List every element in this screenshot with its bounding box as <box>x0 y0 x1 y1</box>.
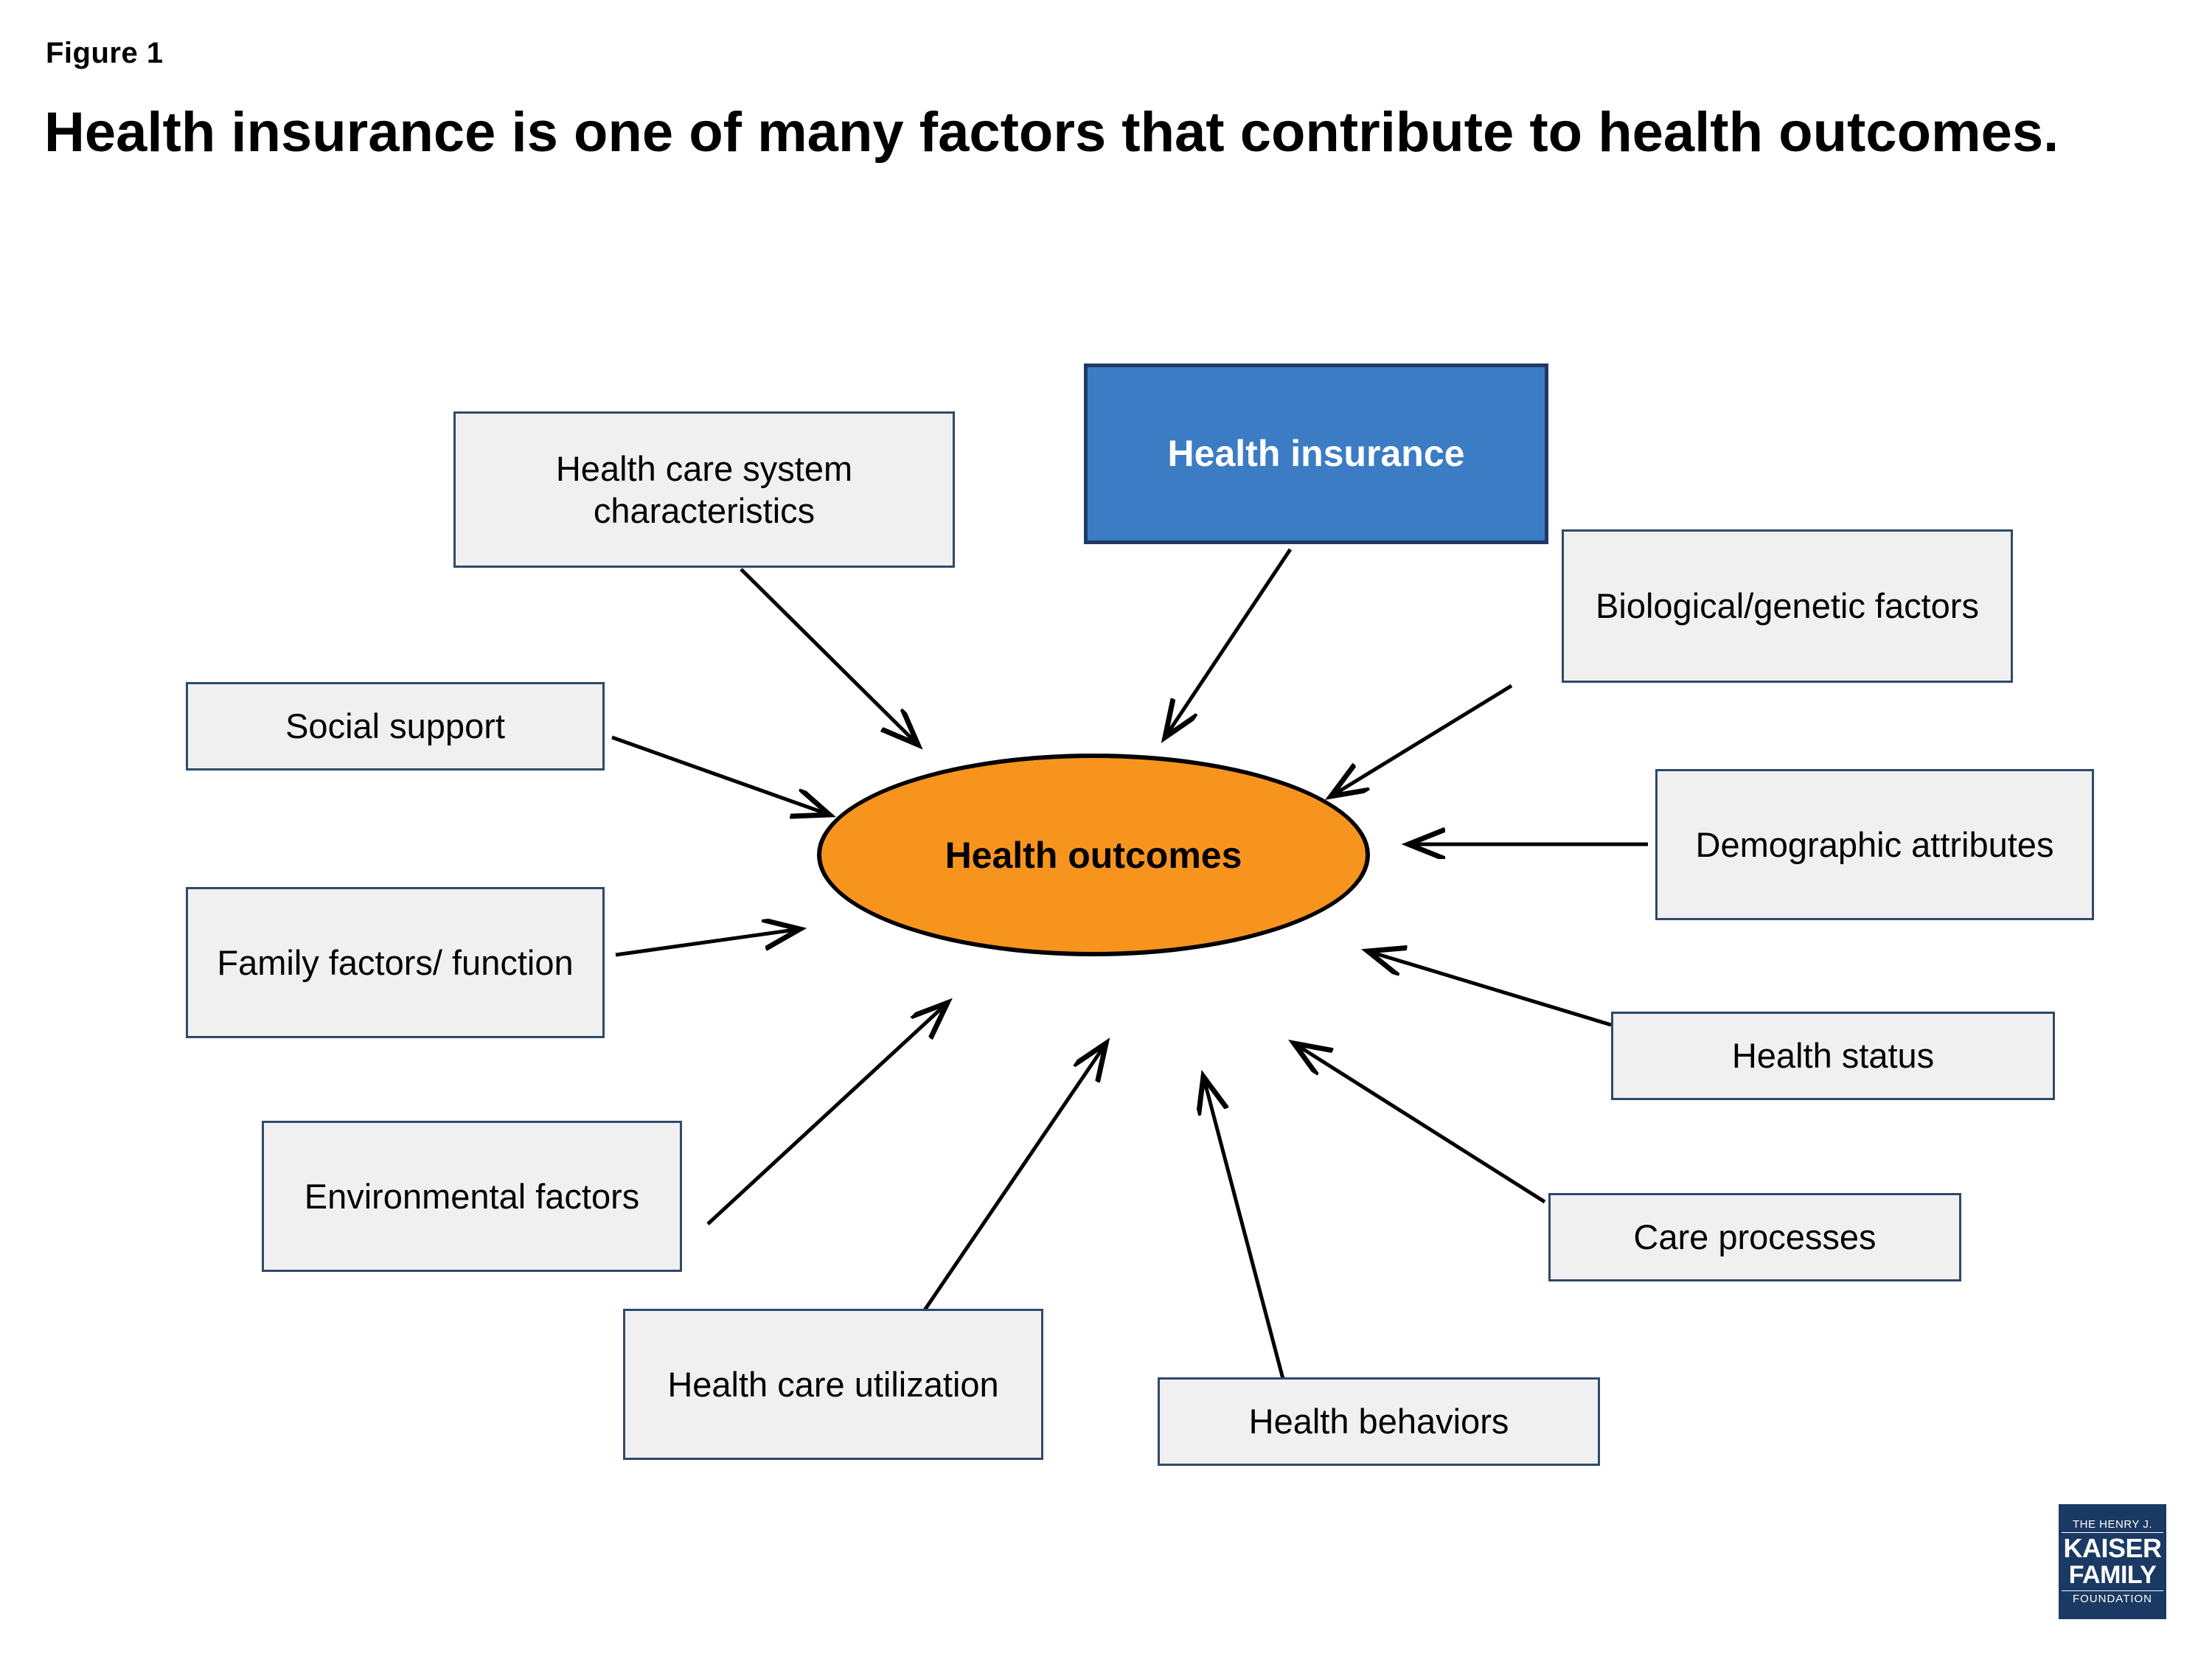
arrow-health-care-utilization <box>918 1043 1106 1320</box>
arrow-family-factors-function <box>616 929 800 955</box>
node-health-care-system-characteristics[interactable] <box>453 411 955 568</box>
node-health-insurance[interactable] <box>1084 364 1548 544</box>
arrow-environmental-factors <box>708 1003 947 1224</box>
arrow-care-processes <box>1294 1043 1545 1202</box>
node-care-processes[interactable] <box>1548 1193 1961 1281</box>
arrow-health-insurance <box>1165 549 1290 737</box>
node-health-status[interactable] <box>1611 1012 2055 1100</box>
logo-line-3: FAMILY <box>2068 1560 2157 1589</box>
arrow-biological-genetic-factors <box>1331 686 1512 796</box>
node-label: Environmental factors <box>304 1176 640 1216</box>
figure-label: Figure 1 <box>46 37 164 69</box>
arrow-health-care-system-characteristics <box>741 569 918 745</box>
page-title: Health insurance is one of many factors that contribute to health outcomes. <box>44 101 2059 164</box>
kaiser-family-foundation-logo <box>2057 1503 2168 1621</box>
node-social-support[interactable] <box>186 682 605 771</box>
node-label: Care processes <box>1633 1217 1877 1257</box>
center-node-label: Health outcomes <box>945 834 1242 876</box>
node-label: Demographic attributes <box>1695 824 2054 864</box>
node-label: Health behaviors <box>1248 1402 1509 1441</box>
node-label: Health care system characteristics <box>555 448 853 530</box>
node-label: Health insurance <box>1167 433 1465 474</box>
arrow-health-status <box>1368 951 1611 1025</box>
node-label: Social support <box>285 706 505 746</box>
node-label: Health care utilization <box>667 1364 999 1404</box>
node-biological-genetic-factors[interactable] <box>1562 529 2013 683</box>
node-environmental-factors[interactable] <box>262 1121 682 1272</box>
logo-line-2: KAISER <box>2063 1532 2162 1563</box>
node-family-factors-function[interactable] <box>186 887 605 1038</box>
node-health-care-utilization[interactable] <box>623 1309 1043 1460</box>
logo-line-1: THE HENRY J. <box>2062 1518 2163 1533</box>
node-label: Health status <box>1731 1036 1935 1076</box>
node-health-behaviors[interactable] <box>1158 1377 1600 1466</box>
center-node-health-outcomes[interactable] <box>817 754 1370 956</box>
node-demographic-attributes[interactable] <box>1655 769 2094 920</box>
node-label: Family factors/ function <box>217 942 574 982</box>
arrow-social-support <box>612 737 830 815</box>
logo-line-4: FOUNDATION <box>2062 1590 2163 1605</box>
arrow-health-behaviors <box>1203 1077 1283 1379</box>
node-label: Biological/genetic factors <box>1596 586 1979 626</box>
